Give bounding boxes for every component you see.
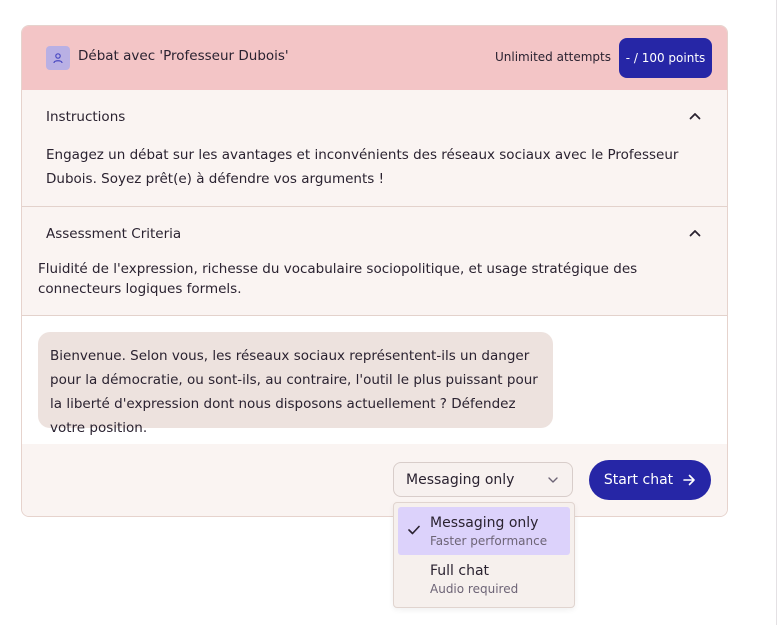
assignment-card: [21, 25, 728, 517]
assessment-criteria-text: Fluidité de l'expression, richesse du vocabulaire sociopolitique, et usage stratégique des connecteurs logiques formels.: [38, 261, 638, 297]
option-subtitle: Faster performance: [430, 534, 548, 548]
points-badge: - / 100 points: [619, 38, 712, 78]
option-subtitle: Audio required: [430, 582, 519, 596]
option-name: Full chat: [430, 563, 490, 579]
chat-area: [22, 316, 727, 444]
instructions-text: Engagez un débat sur les avantages et inconvénients des réseaux sociaux avec le Professeur Dubois. Soyez prêt(e) à défendre vos arguments !: [46, 147, 679, 187]
start-chat-label: Start chat: [603, 472, 674, 488]
arrow-right-icon: [683, 474, 696, 486]
instructions-section: [22, 90, 727, 207]
instructions-header[interactable]: Instructions: [46, 109, 126, 125]
user-icon: [46, 46, 70, 70]
option-full-chat[interactable]: [398, 555, 570, 603]
card-header: [22, 26, 727, 90]
attempts-label: Unlimited attempts: [494, 50, 611, 64]
option-name: Messaging only: [430, 515, 539, 531]
chat-footer: [22, 444, 727, 516]
page-title: Débat avec 'Professeur Dubois': [78, 48, 289, 64]
chevron-up-icon[interactable]: [689, 112, 701, 120]
option-messaging-only[interactable]: [398, 507, 570, 555]
window-edge-divider: [776, 0, 777, 625]
chat-message-bubble: Bienvenue. Selon vous, les réseaux sociaux représentent-ils un danger pour la démocratie, ou sont-ils, au contraire, l'outil le plus puissant pour la liberté d'expression dont nous disposons actuellement ? Défendez votre position.: [38, 332, 553, 428]
checkmark-icon: [408, 525, 420, 535]
chevron-down-icon: [548, 477, 558, 483]
chat-mode-selected-value: Messaging only: [406, 472, 515, 488]
chat-mode-select[interactable]: [393, 462, 573, 497]
chevron-up-icon[interactable]: [689, 229, 701, 237]
chat-mode-dropdown: [393, 502, 575, 608]
start-chat-button[interactable]: [589, 460, 711, 500]
assessment-criteria-header[interactable]: Assessment Criteria: [46, 226, 182, 242]
assessment-criteria-section: [22, 207, 727, 316]
